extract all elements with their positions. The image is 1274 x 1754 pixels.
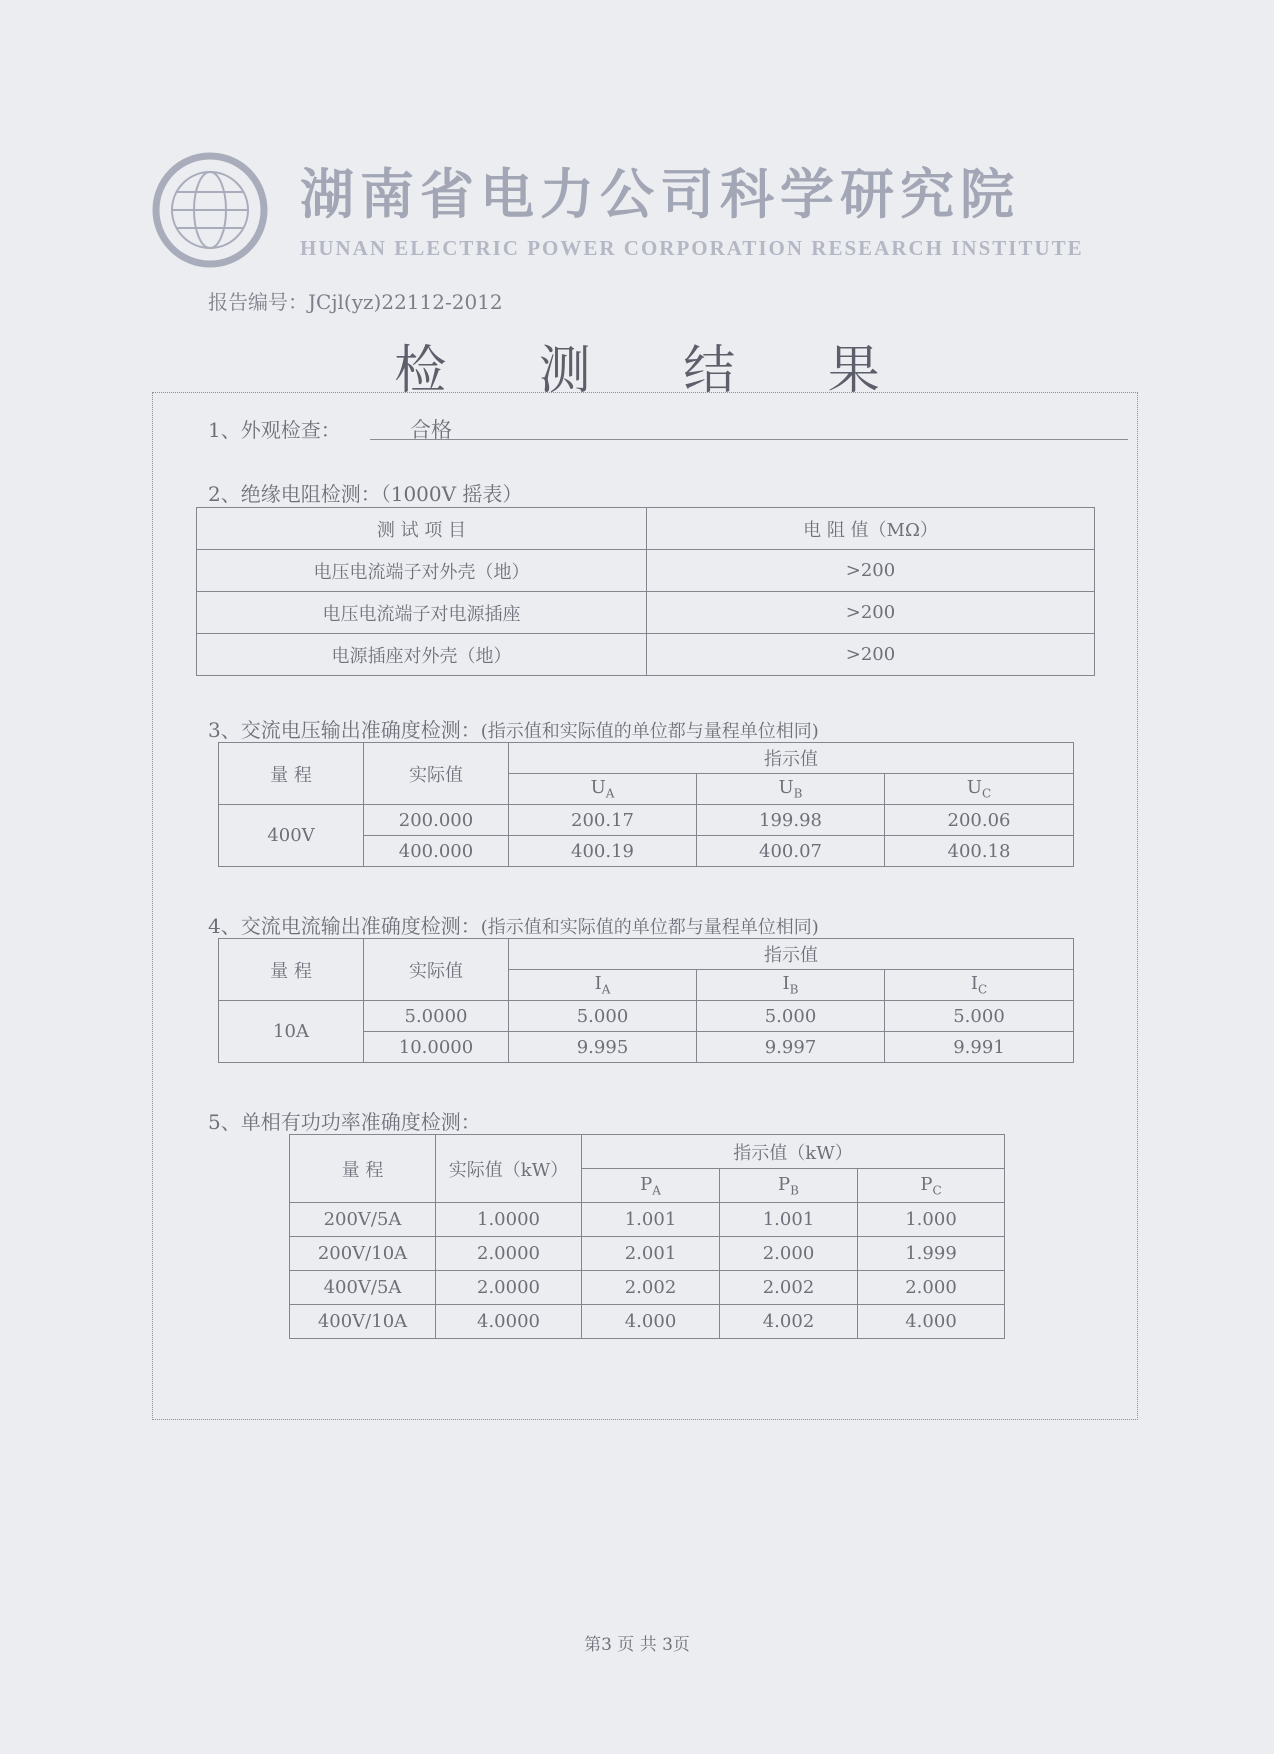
indicated-cell: 5.000: [697, 1001, 885, 1032]
col-phase-a: $P_A$: [582, 1169, 720, 1203]
actual-cell: 1.0000: [436, 1203, 582, 1237]
actual-cell: 200.000: [364, 805, 509, 836]
actual-cell: 4.0000: [436, 1305, 582, 1339]
range-cell: 10A: [219, 1001, 364, 1063]
actual-cell: 5.0000: [364, 1001, 509, 1032]
col-actual: 实际值（kW）: [436, 1135, 582, 1203]
range-cell: 200V/5A: [290, 1203, 436, 1237]
voltage-table: [218, 742, 1074, 867]
indicated-cell: 9.995: [509, 1032, 697, 1063]
current-heading-note: (指示值和实际值的单位都与量程单位相同): [480, 917, 819, 938]
col-phase-b: $I_B$: [697, 970, 885, 1001]
indicated-cell: 2.002: [582, 1271, 720, 1305]
voltage-heading-note: (指示值和实际值的单位都与量程单位相同): [480, 721, 819, 742]
test-item-cell: 电压电流端子对电源插座: [197, 592, 647, 634]
indicated-cell: 4.000: [582, 1305, 720, 1339]
indicated-cell: 2.001: [582, 1237, 720, 1271]
current-heading: [208, 910, 819, 939]
indicated-cell: 1.000: [858, 1203, 1005, 1237]
table-header-row: [290, 1135, 1005, 1169]
indicated-cell: 9.997: [697, 1032, 885, 1063]
page-footer: 第3 页 共 3页: [584, 1635, 690, 1655]
col-indicated: 指示值: [509, 743, 1074, 774]
col-phase-b: $P_B$: [720, 1169, 858, 1203]
col-phase-c: $U_C$: [885, 774, 1074, 805]
table-row: [197, 550, 1095, 592]
indicated-cell: 4.002: [720, 1305, 858, 1339]
col-range: 量 程: [219, 743, 364, 805]
report-number-label: 报告编号：: [208, 290, 308, 314]
page-title: 检 测 结 果: [394, 341, 918, 401]
actual-cell: 400.000: [364, 836, 509, 867]
indicated-cell: 400.19: [509, 836, 697, 867]
col-phase-b: $U_B$: [697, 774, 885, 805]
resistance-cell: >200: [647, 592, 1095, 634]
insulation-table: [196, 507, 1095, 676]
org-name-en: HUNAN ELECTRIC POWER CORPORATION RESEARCH INSTITUTE: [300, 236, 1084, 260]
col-indicated: 指示值（kW）: [582, 1135, 1005, 1169]
actual-cell: 2.0000: [436, 1237, 582, 1271]
current-table: [218, 938, 1074, 1063]
col-phase-a: $U_A$: [509, 774, 697, 805]
col-range: 量 程: [290, 1135, 436, 1203]
actual-cell: 10.0000: [364, 1032, 509, 1063]
insulation-heading: 2、绝缘电阻检测：（1000V 摇表）: [208, 482, 523, 506]
table-row: [197, 592, 1095, 634]
indicated-cell: 199.98: [697, 805, 885, 836]
power-table: [289, 1134, 1005, 1339]
indicated-cell: 4.000: [858, 1305, 1005, 1339]
resistance-cell: >200: [647, 634, 1095, 676]
table-header-row: [219, 743, 1074, 774]
indicated-cell: 400.18: [885, 836, 1074, 867]
table-row: [290, 1237, 1005, 1271]
indicated-cell: 200.17: [509, 805, 697, 836]
table-header-row: [219, 939, 1074, 970]
voltage-heading-text: 3、交流电压输出准确度检测：: [208, 718, 481, 742]
range-cell: 400V/5A: [290, 1271, 436, 1305]
col-phase-c: $P_C$: [858, 1169, 1005, 1203]
indicated-cell: 1.999: [858, 1237, 1005, 1271]
indicated-cell: 2.000: [858, 1271, 1005, 1305]
power-heading: 5、单相有功功率准确度检测：: [208, 1110, 481, 1134]
voltage-heading: [208, 714, 819, 743]
table-row: [197, 634, 1095, 676]
report-number: [208, 286, 503, 315]
appearance-underline: [370, 439, 1128, 440]
resistance-cell: >200: [647, 550, 1095, 592]
indicated-cell: 5.000: [509, 1001, 697, 1032]
institute-logo-icon: [150, 150, 270, 270]
range-cell: 200V/10A: [290, 1237, 436, 1271]
col-indicated: 指示值: [509, 939, 1074, 970]
appearance-label: 1、外观检查：: [208, 418, 341, 442]
indicated-cell: 2.000: [720, 1237, 858, 1271]
indicated-cell: 200.06: [885, 805, 1074, 836]
indicated-cell: 9.991: [885, 1032, 1074, 1063]
indicated-cell: 2.002: [720, 1271, 858, 1305]
test-item-cell: 电压电流端子对外壳（地）: [197, 550, 647, 592]
test-item-cell: 电源插座对外壳（地）: [197, 634, 647, 676]
col-range: 量 程: [219, 939, 364, 1001]
range-cell: 400V/10A: [290, 1305, 436, 1339]
col-actual: 实际值: [364, 743, 509, 805]
col-actual: 实际值: [364, 939, 509, 1001]
report-number-value: JCjl(yz)22112-2012: [308, 290, 503, 314]
col-phase-c: $I_C$: [885, 970, 1074, 1001]
logo-ring-text: CORPORATION: [172, 233, 243, 259]
range-cell: 400V: [219, 805, 364, 867]
appearance-value: 合格: [410, 418, 452, 442]
table-row: [219, 805, 1074, 836]
col-phase-a: $I_A$: [509, 970, 697, 1001]
col-resistance: 电 阻 值（MΩ）: [647, 508, 1095, 550]
indicated-cell: 1.001: [582, 1203, 720, 1237]
current-heading-text: 4、交流电流输出准确度检测：: [208, 914, 481, 938]
table-row: [290, 1305, 1005, 1339]
indicated-cell: 5.000: [885, 1001, 1074, 1032]
table-row: [290, 1271, 1005, 1305]
table-row: [290, 1203, 1005, 1237]
org-name-cn: 湖南省电力公司科学研究院: [300, 163, 1020, 226]
table-header-row: [197, 508, 1095, 550]
actual-cell: 2.0000: [436, 1271, 582, 1305]
table-row: [219, 1001, 1074, 1032]
indicated-cell: 400.07: [697, 836, 885, 867]
col-test-item: 测 试 项 目: [197, 508, 647, 550]
indicated-cell: 1.001: [720, 1203, 858, 1237]
